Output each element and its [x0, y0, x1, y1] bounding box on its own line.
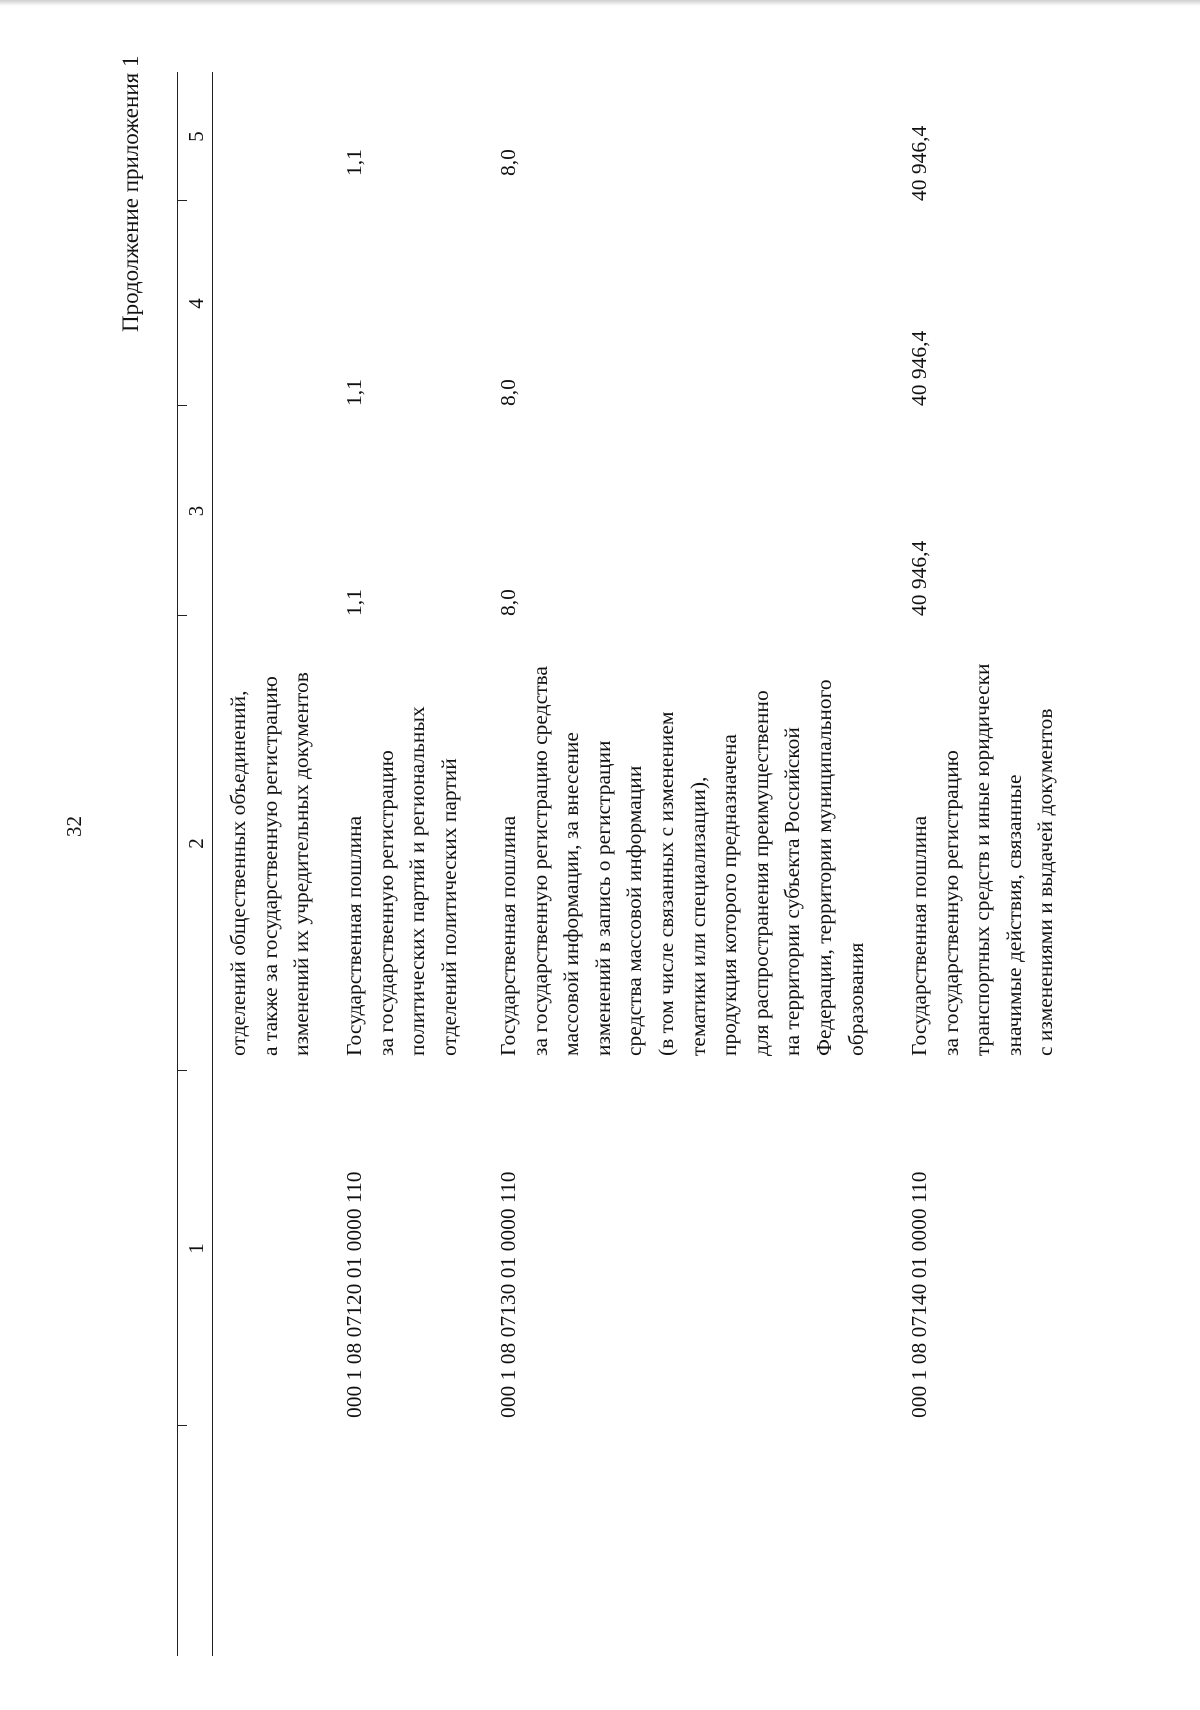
row-code: 000 1 08 07120 01 0000 110: [342, 1171, 366, 1418]
description-line: тематики или специализации),: [685, 776, 710, 1056]
description-line: (в том числе связанных с изменением: [653, 711, 678, 1056]
table-top-rule: [177, 72, 178, 1656]
row-code: 000 1 08 07140 01 0000 110: [907, 1171, 931, 1418]
description-line: а также за государственную регистрацию: [257, 676, 282, 1056]
column-number-5: 5: [184, 131, 208, 142]
description-line: на территории субъекта Российской: [780, 727, 805, 1056]
column-number-2: 2: [184, 838, 208, 849]
description-line: Государственная пошлина: [342, 815, 366, 1056]
description-line: Федерации, территории муниципального: [811, 679, 836, 1056]
description-line: продукция которого предназначена: [717, 734, 742, 1056]
description-line: Государственная пошлина: [907, 815, 931, 1056]
description-line: изменений в запись о регистрации: [590, 740, 615, 1056]
description-line: за государственную регистрацию: [373, 750, 398, 1056]
row-value-col5: 8,0: [496, 149, 520, 176]
description-line: политических партий и региональных: [405, 706, 430, 1056]
row-value-col4: 1,1: [342, 379, 366, 406]
description-line: отделений политических партий: [436, 758, 461, 1056]
description-line: для распространения преимущественно: [748, 690, 773, 1056]
description-line: с изменениями и выдачей документов: [1033, 708, 1058, 1056]
description-line: отделений общественных объединений,: [226, 690, 250, 1056]
column-number-3: 3: [184, 505, 208, 517]
sheet-caption: Продолжение приложения 1: [118, 55, 143, 332]
data-table: [177, 72, 1200, 1656]
row-value-col3: 1,1: [342, 589, 366, 616]
row-value-col3: 8,0: [496, 589, 520, 616]
page-number: 32: [62, 816, 86, 837]
row-value-col3: 40 946,4: [907, 540, 931, 616]
row-value-col4: 40 946,4: [907, 330, 931, 406]
description-line: образования: [843, 942, 868, 1056]
description-line: Государственная пошлина: [496, 815, 520, 1056]
description-line: массовой информации, за внесение: [559, 732, 584, 1056]
column-number-1: 1: [184, 1243, 208, 1254]
row-value-col5: 1,1: [342, 149, 366, 176]
description-line: за государственную регистрацию средства: [527, 666, 552, 1056]
description-line: изменений их учредительных документов: [289, 672, 314, 1056]
row-description: [223, 516, 318, 1056]
description-line: значимые действия, связанные: [1001, 774, 1026, 1056]
scan-edge: [0, 0, 1200, 6]
description-line: транспортных средств и иные юридически: [970, 663, 995, 1056]
column-number-4: 4: [184, 298, 208, 309]
row-code: 000 1 08 07130 01 0000 110: [496, 1171, 520, 1418]
description-line: за государственную регистрацию: [938, 750, 963, 1056]
row-description: [493, 516, 872, 1056]
table-header-rule: [212, 72, 213, 1656]
row-value-col4: 8,0: [496, 379, 520, 406]
description-line: средства массовой информации: [622, 765, 647, 1056]
row-value-col5: 40 946,4: [907, 125, 931, 201]
